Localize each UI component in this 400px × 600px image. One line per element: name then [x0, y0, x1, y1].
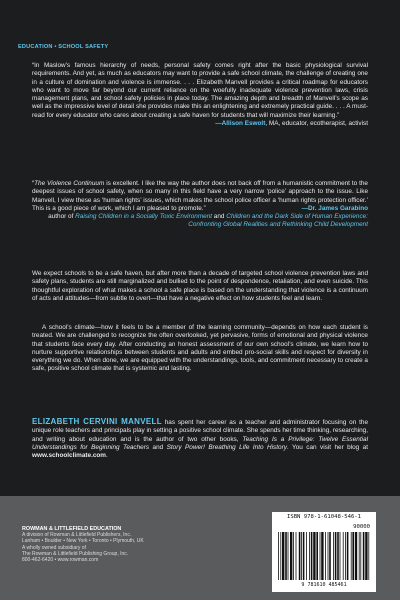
isbn-label: ISBN 978-1-61048-546-1 — [286, 514, 362, 520]
publisher-info — [22, 526, 222, 563]
bio-book-1: Teaching Is a Privilege: Twelve Essential Understandings for Beginning Teachers — [32, 435, 368, 451]
blurb-book-1: Raising Children in a Socially Toxic Environment — [75, 213, 213, 220]
author-name: ELIZABETH CERVINI MANVELL — [32, 417, 162, 426]
description-paragraph-2: A school’s climate—how it feels to be a member of the learning community—depends on how each student is treated. We are challenged to recognize the often overlooked, yet pervasive, forms of emotional and physical violence that students face every day. After conducting an honest assessment of our own school’s climate, we learn how to nurture supportive relationships between students and adults and embed pro-social skills and respect for diversity in everything we do. When done, we are equipped with the understandings, tools, and commitment necessary to create a safe, positive school climate that is systemic and lasting. — [32, 324, 368, 373]
author-bio — [32, 418, 368, 460]
bio-end: . — [106, 452, 108, 459]
blurb-open-quote: “ — [32, 180, 35, 187]
blurb-author-name: —Allison Eswolt — [215, 119, 266, 127]
bio-and: and — [149, 443, 167, 451]
blurb-author-name: —Dr. James Garabino — [301, 204, 368, 212]
blurb-text: is excellent. I like the way the author does not back off from a humanistic commitment to the deepest issues of school safety, when so many in this field have a very narrow ‘police’ approach to the issue. Like Manvell, I view these as ‘human rights’ issues, which makes the school police officer a ‘human rights protection officer.’ This is a good piece of work, which I am pleased to promote.” — [32, 180, 368, 212]
blurb-author-of: author of — [48, 213, 76, 220]
blurb-attribution — [32, 213, 368, 230]
publisher-line: The Rowman & Littlefield Publishing Group, Inc. — [22, 550, 129, 557]
bio-text-2: . You can visit her blog at — [286, 443, 369, 451]
footer-band — [0, 496, 400, 600]
blurb-author-affiliation: , MA, educator, ecotherapist, activist — [265, 119, 368, 127]
bio-url[interactable]: www.schoolclimate.com — [32, 452, 106, 459]
blurb-book-title: The Violence Continuum — [34, 180, 105, 187]
publisher-line: A wholly owned subsidiary of — [22, 544, 86, 551]
publisher-title: ROWMAN & LITTLEFIELD EDUCATION — [22, 526, 122, 532]
blurb-text: “In Maslow’s famous hierarchy of needs, personal safety comes right after the basic physiological survival requirements. And yet, as much as educators may want to provide a safe school climate, the challenge of creating one in a culture of domination and violence is immense. . . . Elizabeth Manvell provides a critical roadmap for educators who want to move far beyond our current reliance on the woefully inadequate violence prevention laws, crisis management plans, and school safety policies in place today. The amazing depth and breadth of Manvell’s scope as well as the impressive level of detail she provides make this an enlightening and extremely practical guide. . . . A must-read for every educator who cares about creating a safe haven for students that will maximize their learning.” — [32, 62, 368, 119]
barcode-panel — [272, 512, 376, 592]
price-code: 90000 — [353, 524, 370, 530]
blurb-and: and — [212, 213, 227, 220]
publisher-line: Lanham • Boulder • New York • Toronto • Plymouth, UK — [22, 538, 144, 545]
publisher-line: A division of Rowman & Littlefield Publishers, Inc. — [22, 532, 132, 539]
blurb-garabino — [32, 180, 368, 230]
barcode-number: 9 781610 485461 — [301, 582, 347, 588]
description-paragraph-1: We expect schools to be a safe haven, but after more than a decade of targeted school violence prevention laws and safety plans, students are still marginalized and bullied to the point of despondence, retaliation, and even suicide. This thoughtful exploration of what makes a school a safe place is based on the understanding that violence is a continuum of acts and attitudes—from subtle to overt—that have a negative effect on how students feel and learn. — [32, 270, 368, 302]
bio-text-1: has spent her career as a teacher and administrator focusing on the unique role teachers and principals play in setting a positive school climate. She spends her time thinking, researching, and writing about education and is the author of two other books, — [32, 419, 368, 443]
blurb-book-2: Children and the Dark Side of Human Experience: Confronting Global Realities and Rethinking Child Development — [188, 213, 368, 229]
publisher-line: 800-462-6420 • www.rowman.com — [22, 557, 99, 564]
blurb-eswolt — [32, 62, 368, 128]
bio-book-2: Story Power! Breathing Life Into History — [166, 443, 287, 451]
category-label: EDUCATION • SCHOOL SAFETY — [18, 44, 109, 50]
barcode-graphic — [276, 532, 372, 580]
blurb-attribution — [32, 120, 368, 128]
